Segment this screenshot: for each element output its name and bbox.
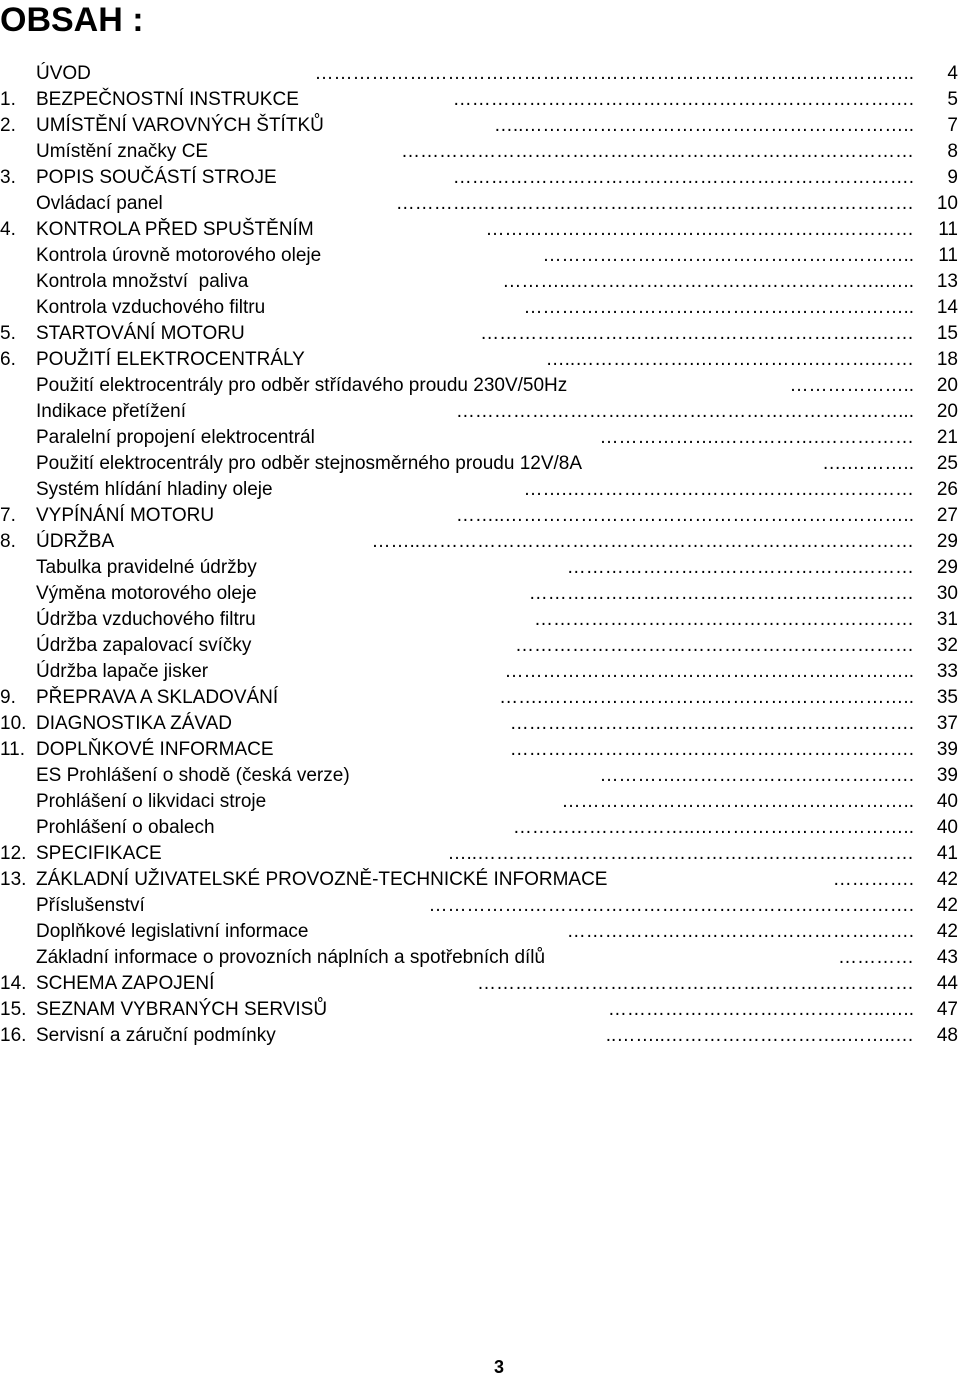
toc-entry[interactable] (0, 607, 960, 633)
toc-entry[interactable] (0, 61, 960, 87)
toc-entry-label: Použití elektrocentrály pro odběr stejnosměrného proudu 12V/8A (36, 453, 583, 474)
toc-entry-label: POPIS SOUČÁSTÍ STROJE (36, 167, 277, 188)
toc-entry-number: 14. (0, 973, 27, 994)
toc-entry-label: Doplňkové legislativní informace (36, 921, 309, 942)
toc-entry-leader: …………………………………………………….. (523, 297, 914, 318)
toc-entry[interactable] (0, 711, 960, 737)
toc-entry-page: 42 (936, 869, 958, 890)
toc-entry-number: 15. (0, 999, 27, 1020)
toc-entry-page: 40 (936, 791, 958, 812)
toc-entry[interactable] (0, 191, 960, 217)
toc-entry[interactable] (0, 971, 960, 997)
toc-entry-label: Příslušenství (36, 895, 145, 916)
toc-entry[interactable] (0, 295, 960, 321)
toc-entry-leader: …….………………………………………………….. (499, 687, 914, 708)
toc-entry-page: 9 (947, 167, 958, 188)
toc-entry-label: VYPÍNÁNÍ MOTORU (36, 505, 215, 526)
toc-entry[interactable] (0, 945, 960, 971)
toc-entry-leader: …………………………………………………… (534, 609, 914, 630)
toc-entry[interactable] (0, 321, 960, 347)
toc-entry-page: 20 (936, 375, 958, 396)
toc-entry-label: Kontrola vzduchového filtru (36, 297, 266, 318)
toc-entry[interactable] (0, 87, 960, 113)
toc-entry-page: 21 (936, 427, 958, 448)
toc-entry-leader: ……..…………………………………………………………………… (371, 531, 914, 552)
toc-entry-label: POUŽITÍ ELEKTROCENTRÁLY (36, 349, 305, 370)
toc-entry[interactable] (0, 503, 960, 529)
toc-entry-label: ÚVOD (36, 63, 91, 84)
toc-entry[interactable] (0, 737, 960, 763)
toc-entry-number: 3. (0, 167, 16, 188)
toc-entry[interactable] (0, 633, 960, 659)
toc-entry-page: 39 (936, 739, 958, 760)
toc-entry-number: 11. (0, 739, 26, 760)
toc-entry-page: 31 (936, 609, 958, 630)
toc-entry-label: DOPLŇKOVÉ INFORMACE (36, 739, 274, 760)
toc-entry-page: 25 (936, 453, 958, 474)
toc-entry[interactable] (0, 217, 960, 243)
toc-entry-leader: ………………………………………………………………………………….. (314, 63, 914, 84)
toc-entry-page: 8 (947, 141, 958, 162)
toc-entry-number: 7. (0, 505, 16, 526)
toc-entry-label: Prohlášení o likvidaci stroje (36, 791, 267, 812)
toc-entry-label: Paralelní propojení elektrocentrál (36, 427, 315, 448)
toc-entry-number: 2. (0, 115, 16, 136)
toc-entry-label: Kontrola množství paliva (36, 271, 249, 292)
toc-entry-leader: ……………………….……………………………………... (455, 401, 914, 422)
toc-entry-page: 30 (936, 583, 958, 604)
toc-entry-leader: …..…………………………………………………….. (493, 115, 914, 136)
toc-entry-label: STARTOVÁNÍ MOTORU (36, 323, 245, 344)
toc-entry-label: Použití elektrocentrály pro odběr střídavého proudu 230V/50Hz (36, 375, 568, 396)
toc-entry-leader: ……………………………………………………… (515, 635, 914, 656)
toc-entry-leader: ………………………………………………. (566, 921, 914, 942)
toc-entry-leader: ……………….. (789, 375, 914, 396)
toc-entry-label: BEZPEČNOSTNÍ INSTRUKCE (36, 89, 299, 110)
toc-entry-page: 47 (936, 999, 958, 1020)
toc-entry-leader: ……………………………………..….. (607, 999, 914, 1020)
toc-entry-page: 4 (947, 63, 958, 84)
toc-entry-leader: …..……………….……………….……….…… (545, 349, 914, 370)
toc-entry-label: ES Prohlášení o shodě (česká verze) (36, 765, 350, 786)
page-number: 3 (493, 1357, 504, 1377)
toc-entry-leader: ……………………………………….……… (566, 557, 914, 578)
toc-entry-label: Údržba lapače jisker (36, 661, 209, 682)
toc-entry-number: 6. (0, 349, 16, 370)
toc-entry-label: Výměna motorového oleje (36, 583, 257, 604)
toc-entry-leader: ……………..……………………………………….…… (480, 323, 914, 344)
toc-entry-leader: …………….……………………………………………………. (428, 895, 914, 916)
toc-entry[interactable] (0, 269, 960, 295)
toc-entry[interactable] (0, 997, 960, 1023)
toc-entry-page: 11 (938, 245, 958, 266)
toc-entry-page: 7 (947, 115, 958, 136)
toc-entry-leader: ..……..………………………..……..… (605, 1025, 914, 1046)
toc-entry[interactable] (0, 529, 960, 555)
toc-entry-number: 12. (0, 843, 27, 864)
toc-entry[interactable] (0, 399, 960, 425)
toc-entry-label: SCHEMA ZAPOJENÍ (36, 973, 215, 994)
toc-entry-number: 5. (0, 323, 16, 344)
toc-entry-page: 10 (936, 193, 958, 214)
toc-entry-page: 5 (947, 89, 958, 110)
toc-entry[interactable] (0, 867, 960, 893)
toc-entry-label: Servisní a záruční podmínky (36, 1025, 287, 1046)
toc-entry-page: 26 (936, 479, 958, 500)
toc-entry[interactable] (0, 841, 960, 867)
toc-entry-number: 13. (0, 869, 27, 890)
toc-entry-page: 14 (936, 297, 958, 318)
toc-entry-label: Indikace přetížení (36, 401, 186, 422)
toc-entry-label: Údržba vzduchového filtru (36, 609, 256, 630)
toc-entry-page: 11 (938, 219, 958, 240)
toc-entry-page: 40 (936, 817, 958, 838)
toc-entry[interactable] (0, 789, 960, 815)
toc-entry-page: 33 (936, 661, 958, 682)
toc-entry-page: 20 (936, 401, 958, 422)
toc-entry-leader: ………………………………………………………. (509, 739, 914, 760)
toc-entry-leader: …..…………………………………………………………… (447, 843, 914, 864)
toc-entry-leader: …………………………………………….……… (528, 583, 914, 604)
toc-entry-number: 9. (0, 687, 16, 708)
toc-entry-label: Kontrola úrovně motorového oleje (36, 245, 322, 266)
toc-entry[interactable] (0, 113, 960, 139)
toc-entry-label: Údržba zapalovací svíčky (36, 635, 252, 656)
toc-entry-page: 37 (936, 713, 958, 734)
toc-entry-leader: ….……….. (822, 453, 914, 474)
table-of-contents (0, 61, 960, 1049)
toc-entry[interactable] (0, 165, 960, 191)
toc-entry-leader: ………………………………………………….. (542, 245, 914, 266)
toc-entry[interactable] (0, 451, 960, 477)
toc-entry-leader: ……………….…………….…………… (599, 427, 914, 448)
toc-entry-page: 42 (936, 921, 958, 942)
toc-entry-page: 18 (936, 349, 958, 370)
toc-entry-label: UMÍSTĚNÍ VAROVNÝCH ŠTÍTKŮ (36, 115, 324, 136)
toc-entry-label: Umístění značky CE (36, 141, 209, 162)
toc-entry-leader: ……………………………………………………………………… (401, 141, 914, 162)
toc-entry-page: 15 (936, 323, 958, 344)
toc-entry-number: 1. (0, 89, 16, 110)
toc-entry-label: SPECIFIKACE (36, 843, 162, 864)
toc-entry-leader: ………….………………………………. (599, 765, 914, 786)
toc-entry[interactable] (0, 347, 960, 373)
toc-entry-label: Ovládací panel (36, 193, 163, 214)
toc-entry-label: ÚDRŽBA (36, 531, 115, 552)
toc-entry-leader: ………………………………………………………………. (452, 89, 914, 110)
toc-entry[interactable] (0, 685, 960, 711)
toc-entry-leader: …….………………………………….…………… (523, 479, 914, 500)
toc-entry-label: Systém hlídání hladiny oleje (36, 479, 273, 500)
toc-entry[interactable] (0, 139, 960, 165)
toc-entry-label: Tabulka pravidelné údržby (36, 557, 257, 578)
toc-entry-label: KONTROLA PŘED SPUŠTĚNÍM (36, 219, 314, 240)
toc-entry-leader: ……………………………………………………….. (504, 661, 914, 682)
toc-entry[interactable] (0, 373, 960, 399)
toc-entry[interactable] (0, 243, 960, 269)
toc-entry-label: SEZNAM VYBRANÝCH SERVISŮ (36, 999, 328, 1020)
toc-entry[interactable] (0, 555, 960, 581)
toc-entry[interactable] (0, 581, 960, 607)
page-title: OBSAH : (0, 1, 144, 39)
toc-entry[interactable] (0, 815, 960, 841)
toc-entry-leader: …………. (832, 869, 914, 890)
toc-entry[interactable] (0, 893, 960, 919)
toc-entry[interactable] (0, 763, 960, 789)
toc-entry-number: 8. (0, 531, 16, 552)
toc-entry-leader: ………… (838, 947, 914, 968)
toc-entry-page: 29 (936, 557, 958, 578)
toc-entry-number: 10. (0, 713, 27, 734)
toc-entry-page: 27 (936, 505, 958, 526)
toc-entry-page: 39 (936, 765, 958, 786)
toc-entry-leader: ……..……………………………………………………….. (455, 505, 914, 526)
toc-entry-label: Základní informace o provozních náplních a spotřebních dílů (36, 947, 546, 968)
toc-entry[interactable] (0, 919, 960, 945)
toc-entry-label: Prohlášení o obalech (36, 817, 215, 838)
toc-entry-page: 29 (936, 531, 958, 552)
toc-entry-label: DIAGNOSTIKA ZÁVAD (36, 713, 233, 734)
toc-entry-page: 48 (936, 1025, 958, 1046)
toc-entry-leader: ………………………………………………………. (509, 713, 914, 734)
toc-entry-number: 16. (0, 1025, 27, 1046)
toc-entry-page: 32 (936, 635, 958, 656)
toc-entry-number: 4. (0, 219, 16, 240)
toc-entry-leader: ………………………………………………………………. (452, 167, 914, 188)
toc-entry[interactable] (0, 1023, 960, 1049)
toc-entry-page: 13 (936, 271, 958, 292)
toc-entry-label: ZÁKLADNÍ UŽIVATELSKÉ PROVOZNĚ-TECHNICKÉ INFORMACE (36, 869, 613, 890)
toc-entry-page: 41 (936, 843, 958, 864)
toc-entry-leader: ………………………..…………………………….. (512, 817, 914, 838)
toc-entry-page: 43 (936, 947, 958, 968)
toc-entry-label: PŘEPRAVA A SKLADOVÁNÍ (36, 687, 279, 708)
toc-entry-page: 42 (936, 895, 958, 916)
toc-entry-leader: ………..…………………………………………..….. (502, 271, 914, 292)
toc-entry-leader: …………………………………………………………… (477, 973, 914, 994)
toc-entry-leader: ……………………………….……………….………… (485, 219, 914, 240)
toc-entry[interactable] (0, 659, 960, 685)
toc-entry-leader: ………….…………………………………………………………… (395, 193, 914, 214)
toc-entry[interactable] (0, 425, 960, 451)
toc-entry[interactable] (0, 477, 960, 503)
toc-entry-page: 35 (936, 687, 958, 708)
toc-entry-page: 44 (936, 973, 958, 994)
toc-entry-leader: ……………………………………………….. (561, 791, 914, 812)
